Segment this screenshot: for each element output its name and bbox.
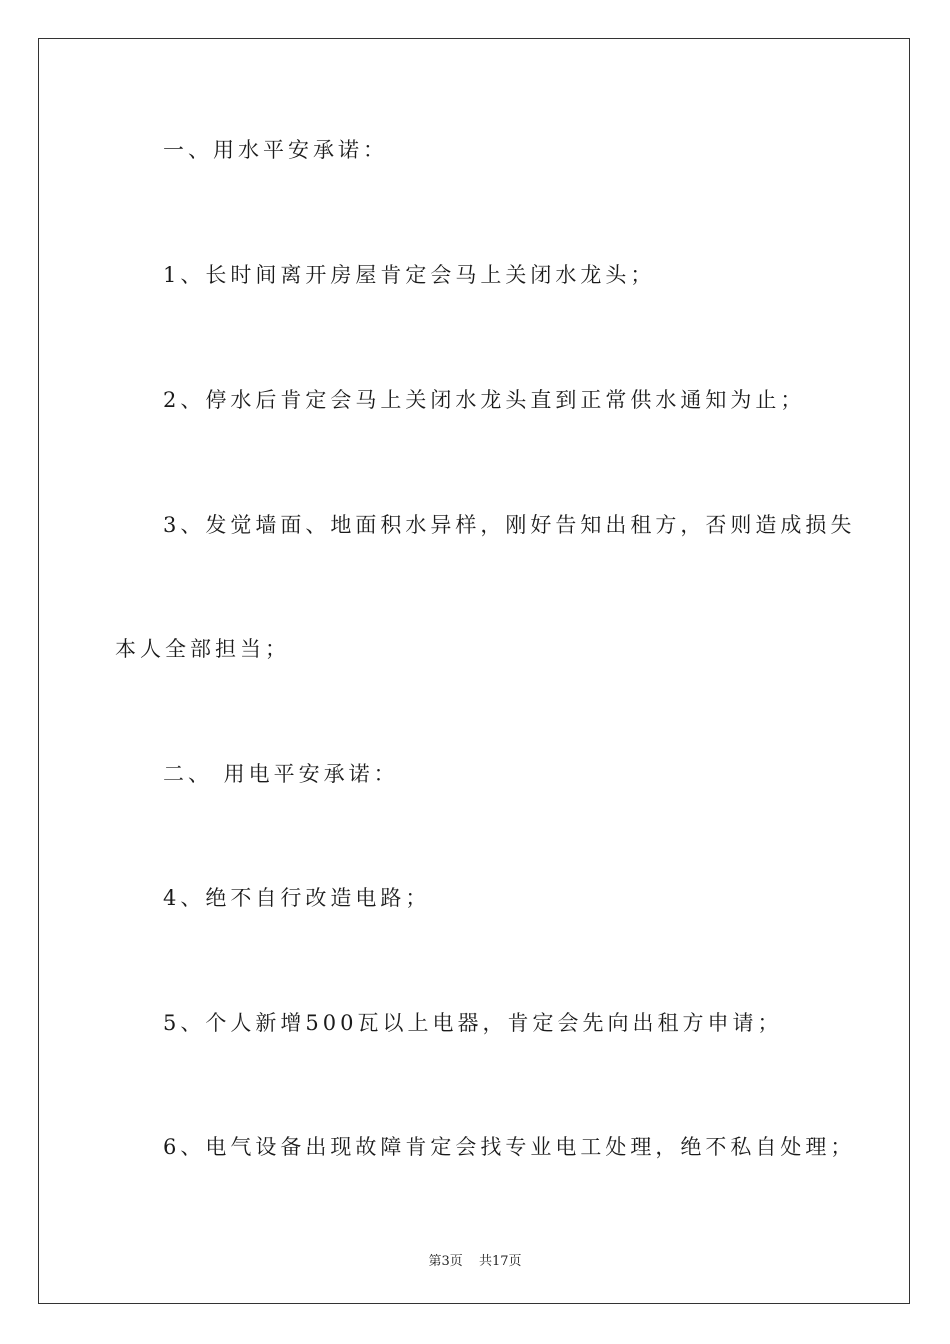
- paragraph-item-5: 5、个人新增500瓦以上电器，肯定会先向出租方申请；: [163, 1011, 783, 1035]
- paragraph-item-3: 3、发觉墙面、地面积水异样，刚好告知出租方，否则造成损失: [163, 513, 856, 537]
- paragraph-item-3-continuation: 本人全部担当；: [115, 637, 290, 661]
- section-heading-electric: 二、 用电平安承诺：: [163, 762, 399, 786]
- page-footer: [0, 1250, 950, 1269]
- page-total: 共17页: [478, 1254, 522, 1269]
- page-number: 第3页: [428, 1254, 463, 1269]
- paragraph-item-1: 1、长时间离开房屋肯定会马上关闭水龙头；: [163, 263, 656, 287]
- paragraph-item-4: 4、绝不自行改造电路；: [163, 886, 431, 910]
- paragraph-item-2: 2、停水后肯定会马上关闭水龙头直到正常供水通知为止；: [163, 388, 806, 412]
- paragraph-item-6: 6、电气设备出现故障肯定会找专业电工处理，绝不私自处理；: [163, 1135, 856, 1159]
- section-heading-water: 一、用水平安承诺：: [163, 138, 388, 162]
- page-frame: [38, 38, 910, 1304]
